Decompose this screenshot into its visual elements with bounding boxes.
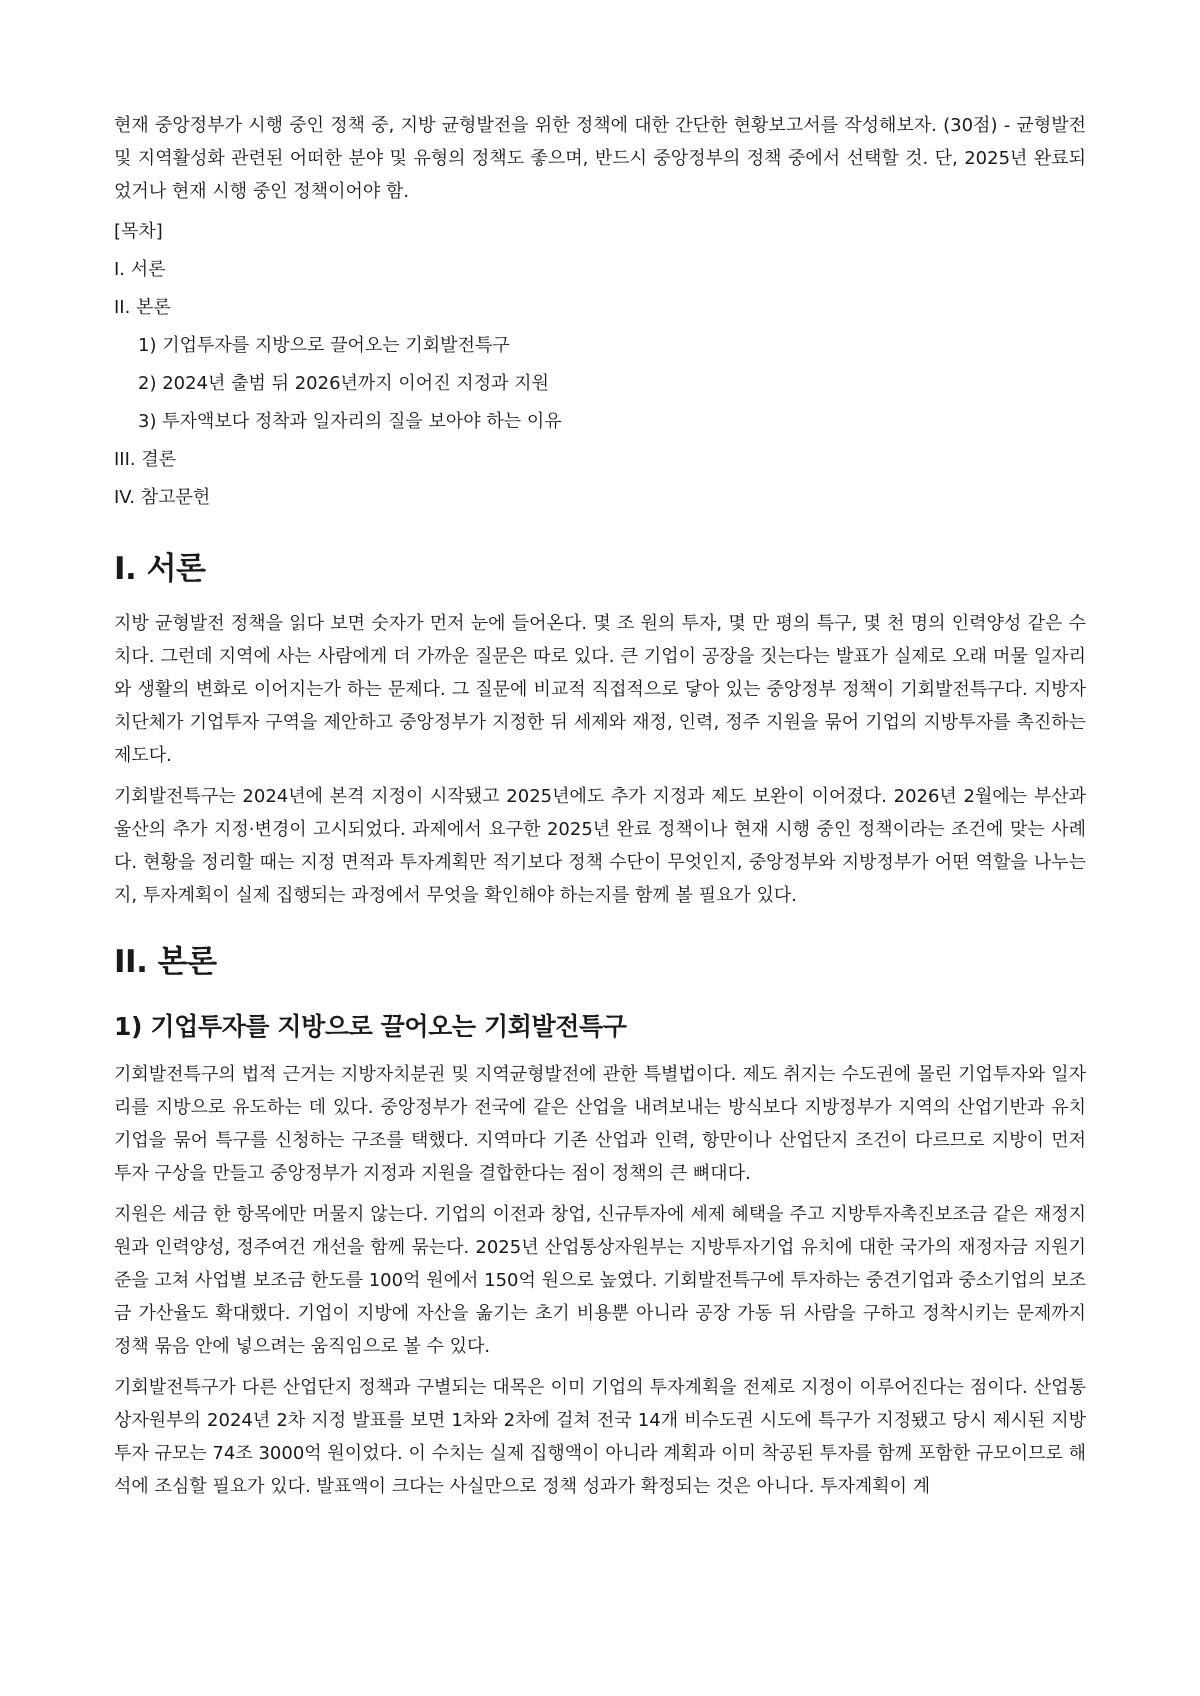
toc-title: [목차] — [114, 221, 163, 242]
toc-subitem-1: 1) 기업투자를 지방으로 끌어오는 기회발전특구 — [138, 335, 510, 356]
toc-item-intro: I. 서론 — [114, 259, 166, 280]
table-of-contents — [114, 217, 1086, 513]
toc-item-references: IV. 참고문헌 — [114, 487, 211, 508]
section-heading-intro: I. 서론 — [114, 551, 206, 587]
toc-subitem-2: 2) 2024년 출범 뒤 2026년까지 이어진 지정과 지원 — [138, 373, 549, 394]
toc-subitem-3: 3) 투자액보다 정착과 일자리의 질을 보아야 하는 이유 — [138, 411, 562, 432]
subsection-heading-1: 1) 기업투자를 지방으로 끌어오는 기회발전특구 — [114, 1012, 627, 1041]
body-paragraph-2: 지원은 세금 한 항목에만 머물지 않는다. 기업의 이전과 창업, 신규투자에 세제 혜택을 주고 지방투자촉진보조금 같은 재정지원과 인력양성, 정주여건 개선을 함께 묶는다. 2025년 산업통상자원부는 지방투자기업 유치에 대한 국가의 재정자금 지원기준을 고쳐 사업별 보조금 한도를 100억 원에서 150억 원으로 높였다. 기회발전특구에 투자하는 중견기업과 중소기업의 보조금 가산율도 확대했다. 기업이 지방에 자산을 옮기는 초기 비용뿐 아니라 공장 가동 뒤 사람을 구하고 정착시키는 문제까지 정책 묶음 안에 넣으려는 움직임으로 볼 수 있다. — [114, 1204, 1086, 1357]
body-paragraph-3: 기회발전특구가 다른 산업단지 정책과 구별되는 대목은 이미 기업의 투자계획을 전제로 지정이 이루어진다는 점이다. 산업통상자원부의 2024년 2차 지정 발표를 보면 1차와 2차에 걸쳐 전국 14개 비수도권 시도에 특구가 지정됐고 당시 제시된 지방투자 규모는 74조 3000억 원이었다. 이 수치는 실제 집행액이 아니라 계획과 이미 착공된 투자를 함께 포함한 규모이므로 해석에 조심할 필요가 있다. 발표액이 크다는 사실만으로 정책 성과가 확정되는 것은 아니다. 투자계획이 계 — [114, 1377, 1086, 1497]
assignment-prompt: 현재 중앙정부가 시행 중인 정책 중, 지방 균형발전을 위한 정책에 대한 간단한 현황보고서를 작성해보자. (30점) - 균형발전 및 지역활성화 관련된 어떠한 분야 및 유형의 정책도 좋으며, 반드시 중앙정부의 정책 중에서 선택할 것. 단, 2025년 완료되었거나 현재 시행 중인 정책이어야 함. — [114, 115, 1086, 202]
toc-item-body: II. 본론 — [114, 297, 171, 318]
body-paragraph-1: 기회발전특구의 법적 근거는 지방자치분권 및 지역균형발전에 관한 특별법이다. 제도 취지는 수도권에 몰린 기업투자와 일자리를 지방으로 유도하는 데 있다. 중앙정부가 전국에 같은 산업을 내려보내는 방식보다 지방정부가 지역의 산업기반과 유치 기업을 묶어 특구를 신청하는 구조를 택했다. 지역마다 기존 산업과 인력, 항만이나 산업단지 조건이 다르므로 지방이 먼저 투자 구상을 만들고 중앙정부가 지정과 지원을 결합한다는 점이 정책의 큰 뼈대다. — [114, 1064, 1086, 1184]
section-heading-body: II. 본론 — [114, 944, 217, 980]
toc-item-conclusion: III. 결론 — [114, 449, 177, 470]
intro-paragraph-2: 기회발전특구는 2024년에 본격 지정이 시작됐고 2025년에도 추가 지정과 제도 보완이 이어졌다. 2026년 2월에는 부산과 울산의 추가 지정·변경이 고시되었다. 과제에서 요구한 2025년 완료 정책이나 현재 시행 중인 정책이라는 조건에 맞는 사례다. 현황을 정리할 때는 지정 면적과 투자계획만 적기보다 정책 수단이 무엇인지, 중앙정부와 지방정부가 어떤 역할을 나누는지, 투자계획이 실제 집행되는 과정에서 무엇을 확인해야 하는지를 함께 볼 필요가 있다. — [114, 786, 1086, 906]
intro-paragraph-1: 지방 균형발전 정책을 읽다 보면 숫자가 먼저 눈에 들어온다. 몇 조 원의 투자, 몇 만 평의 특구, 몇 천 명의 인력양성 같은 수치다. 그런데 지역에 사는 사람에게 더 가까운 질문은 따로 있다. 큰 기업이 공장을 짓는다는 발표가 실제로 오래 머물 일자리와 생활의 변화로 이어지는가 하는 문제다. 그 질문에 비교적 직접적으로 닿아 있는 중앙정부 정책이 기회발전특구다. 지방자치단체가 기업투자 구역을 제안하고 중앙정부가 지정한 뒤 세제와 재정, 인력, 정주 지원을 묶어 기업의 지방투자를 촉진하는 제도다. — [114, 613, 1086, 766]
